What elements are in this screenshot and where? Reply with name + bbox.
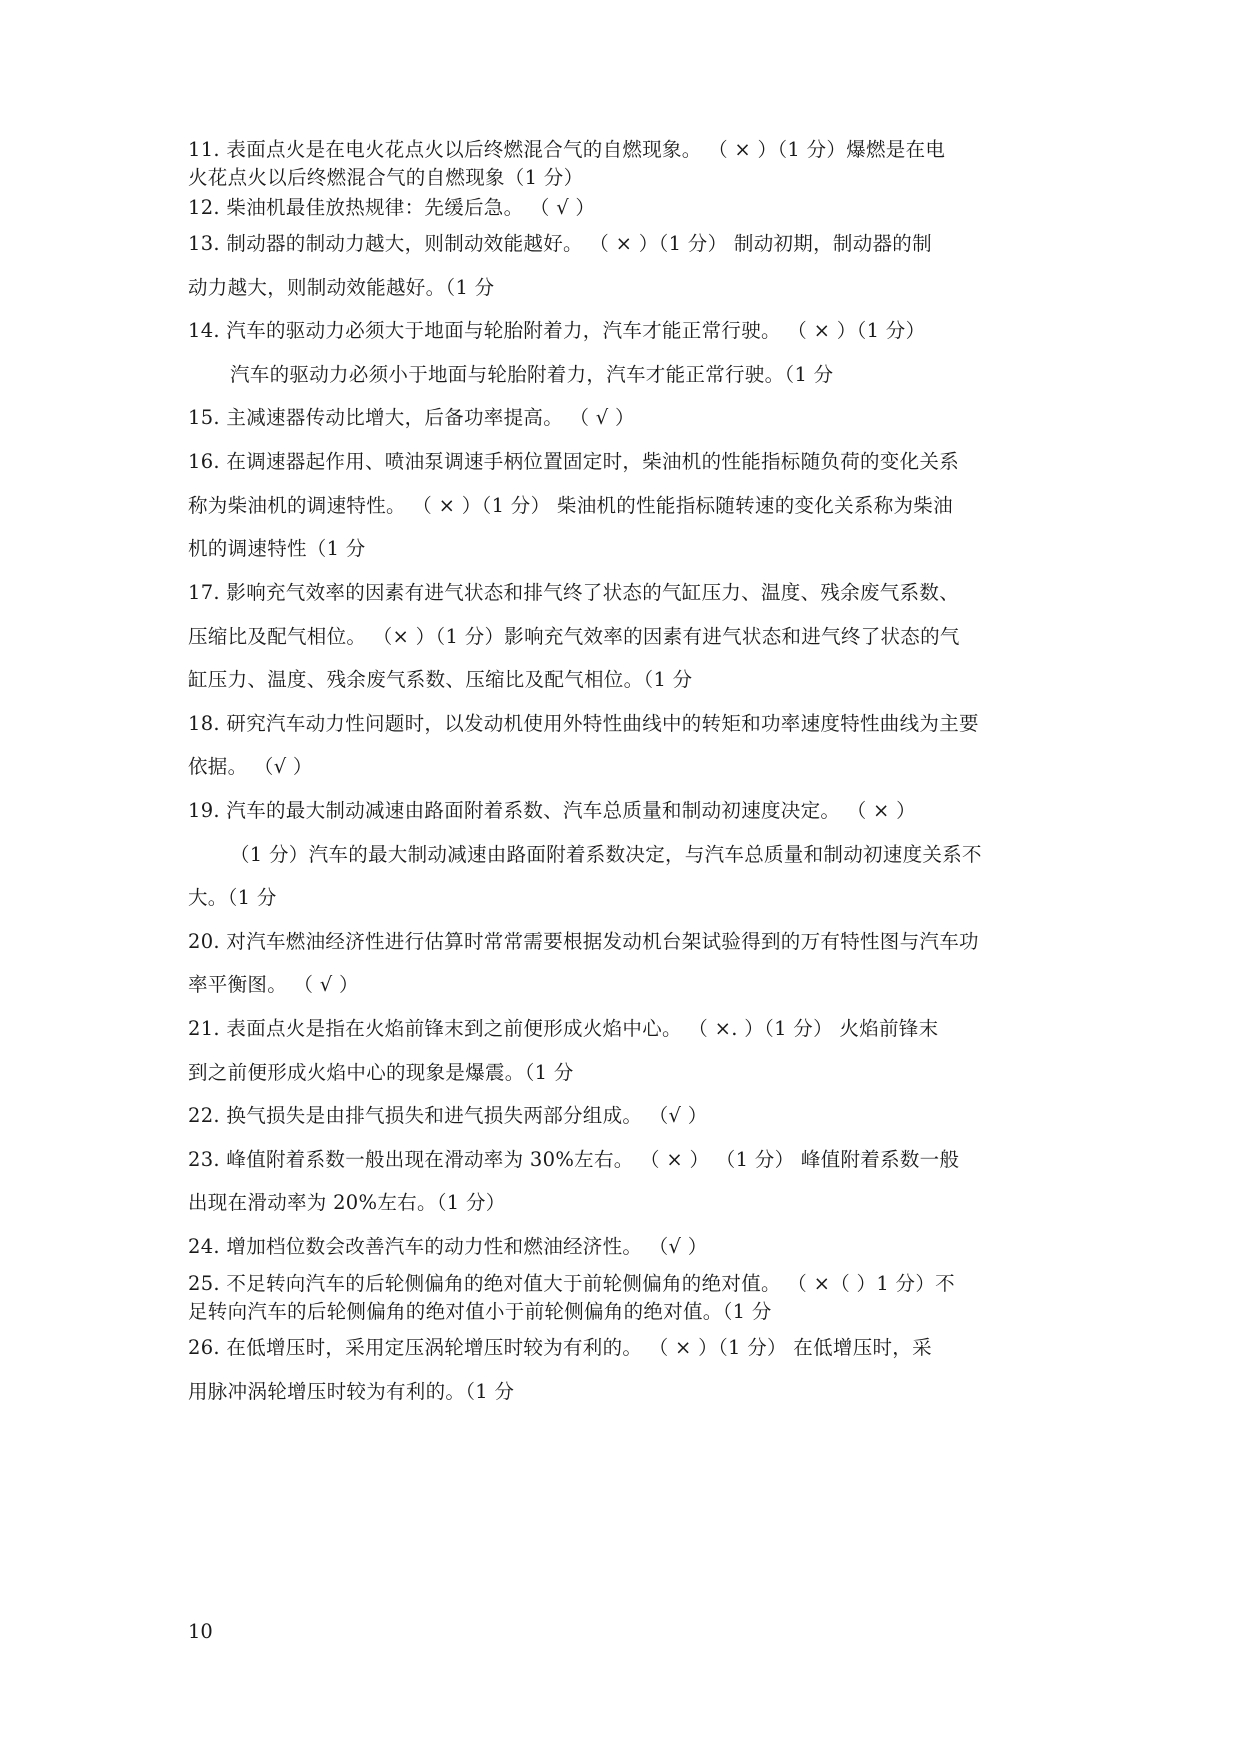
text-line: 汽车的驱动力必须小于地面与轮胎附着力，汽车才能正常行驶。（1 分 [230, 363, 834, 386]
text-line: 11. 表面点火是在电火花点火以后终燃混合气的自燃现象。 （ × ）（1 分）爆燃是在电 [188, 138, 946, 161]
text-line: 22. 换气损失是由排气损失和进气损失两部分组成。 （√ ） [188, 1104, 708, 1127]
text-line: 到之前便形成火焰中心的现象是爆震。（1 分 [188, 1061, 574, 1084]
text-line: 缸压力、温度、残余废气系数、压缩比及配气相位。（1 分 [188, 668, 693, 691]
text-line: 20. 对汽车燃油经济性进行估算时常常需要根据发动机台架试验得到的万有特性图与汽车功 [188, 930, 979, 953]
text-line: 用脉冲涡轮增压时较为有利的。（1 分 [188, 1380, 515, 1403]
text-line: 率平衡图。 （ √ ） [188, 973, 359, 996]
text-line: 称为柴油机的调速特性。 （ × ）（1 分） 柴油机的性能指标随转速的变化关系称为柴油 [188, 494, 953, 517]
text-line: 动力越大，则制动效能越好。（1 分 [188, 276, 495, 299]
text-line: 15. 主减速器传动比增大，后备功率提高。 （ √ ） [188, 406, 635, 429]
text-line: 26. 在低增压时，采用定压涡轮增压时较为有利的。 （ × ）（1 分） 在低增压时，采 [188, 1336, 932, 1359]
text-line: 25. 不足转向汽车的后轮侧偏角的绝对值大于前轮侧偏角的绝对值。 （ ×（ ）1 分）不 [188, 1272, 955, 1295]
text-line: 17. 影响充气效率的因素有进气状态和排气终了状态的气缸压力、温度、残余废气系数、 [188, 581, 960, 604]
text-line: 足转向汽车的后轮侧偏角的绝对值小于前轮侧偏角的绝对值。（1 分 [188, 1300, 772, 1323]
text-line: 12. 柴油机最佳放热规律：先缓后急。 （ √ ） [188, 196, 596, 219]
text-line: 14. 汽车的驱动力必须大于地面与轮胎附着力，汽车才能正常行驶。 （ × ）（1 分） [188, 319, 926, 342]
text-line: 出现在滑动率为 20%左右。（1 分） [188, 1191, 506, 1214]
text-line: 23. 峰值附着系数一般出现在滑动率为 30%左右。 （ × ） （1 分） 峰值附着系数一般 [188, 1148, 960, 1171]
text-line: 13. 制动器的制动力越大，则制动效能越好。 （ × ）（1 分） 制动初期，制动器的制 [188, 232, 932, 255]
text-line: 大。（1 分 [188, 886, 277, 909]
text-line: 依据。 （√ ） [188, 755, 313, 778]
text-line: 机的调速特性（1 分 [188, 537, 366, 560]
text-line: 16. 在调速器起作用、喷油泵调速手柄位置固定时，柴油机的性能指标随负荷的变化关系 [188, 450, 960, 473]
text-line: 24. 增加档位数会改善汽车的动力性和燃油经济性。 （√ ） [188, 1235, 708, 1258]
text-line: 18. 研究汽车动力性问题时，以发动机使用外特性曲线中的转矩和功率速度特性曲线为主要 [188, 712, 979, 735]
text-line: 19. 汽车的最大制动减速由路面附着系数、汽车总质量和制动初速度决定。 （ × ） [188, 799, 916, 822]
text-line: （1 分）汽车的最大制动减速由路面附着系数决定，与汽车总质量和制动初速度关系不 [230, 843, 982, 866]
page-number: 10 [188, 1620, 213, 1643]
text-line: 21. 表面点火是指在火焰前锋末到之前便形成火焰中心。 （ ×. ）（1 分） 火焰前锋末 [188, 1017, 939, 1040]
text-line: 压缩比及配气相位。 （× ）（1 分）影响充气效率的因素有进气状态和进气终了状态的气 [188, 625, 960, 648]
text-line: 火花点火以后终燃混合气的自燃现象（1 分） [188, 166, 584, 189]
